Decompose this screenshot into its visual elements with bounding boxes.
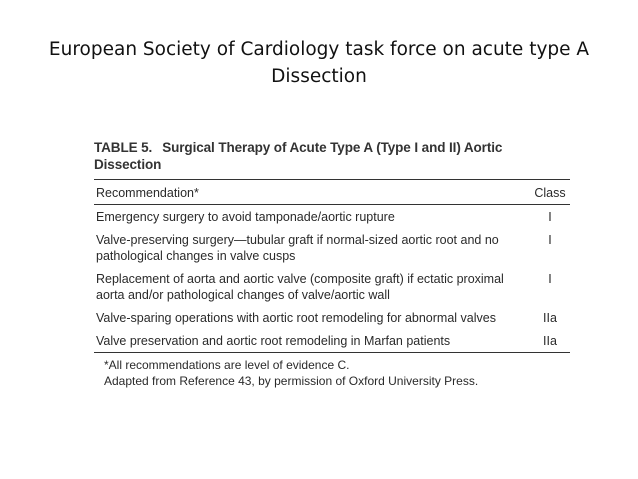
table-row bbox=[94, 205, 570, 228]
table-number: TABLE 5. bbox=[94, 140, 153, 155]
recommendation-table bbox=[94, 139, 570, 389]
recommendation-cell: Replacement of aorta and aortic valve (composite graft) if ectatic proximal aorta and/or pathological changes of valve/aortic wall bbox=[96, 272, 504, 302]
table-title: Surgical Therapy of Acute Type A (Type I and II) Aortic Dissection bbox=[94, 140, 503, 172]
slide-title: European Society of Cardiology task force on acute type A Dissection bbox=[48, 39, 590, 87]
table-footnotes bbox=[94, 353, 570, 389]
table-row bbox=[94, 228, 570, 267]
class-cell: I bbox=[548, 233, 552, 247]
table-row bbox=[94, 329, 570, 352]
footnote-source: Adapted from Reference 43, by permission of Oxford University Press. bbox=[104, 374, 479, 388]
table-row bbox=[94, 306, 570, 329]
class-cell: I bbox=[548, 272, 552, 286]
table-caption bbox=[94, 139, 570, 173]
recommendation-cell: Emergency surgery to avoid tamponade/aortic rupture bbox=[96, 210, 395, 224]
footnote-evidence: *All recommendations are level of evidence C. bbox=[104, 358, 350, 372]
table-row bbox=[94, 267, 570, 306]
recommendation-cell: Valve-preserving surgery—tubular graft if normal-sized aortic root and no pathological changes in valve cusps bbox=[96, 233, 499, 263]
table-header-row bbox=[94, 180, 570, 204]
class-cell: IIa bbox=[543, 334, 557, 348]
class-cell: I bbox=[548, 210, 552, 224]
class-cell: IIa bbox=[543, 311, 557, 325]
header-class: Class bbox=[534, 186, 566, 200]
header-recommendation: Recommendation* bbox=[96, 186, 199, 200]
recommendation-cell: Valve-sparing operations with aortic root remodeling for abnormal valves bbox=[96, 311, 496, 325]
recommendation-cell: Valve preservation and aortic root remodeling in Marfan patients bbox=[96, 334, 451, 348]
